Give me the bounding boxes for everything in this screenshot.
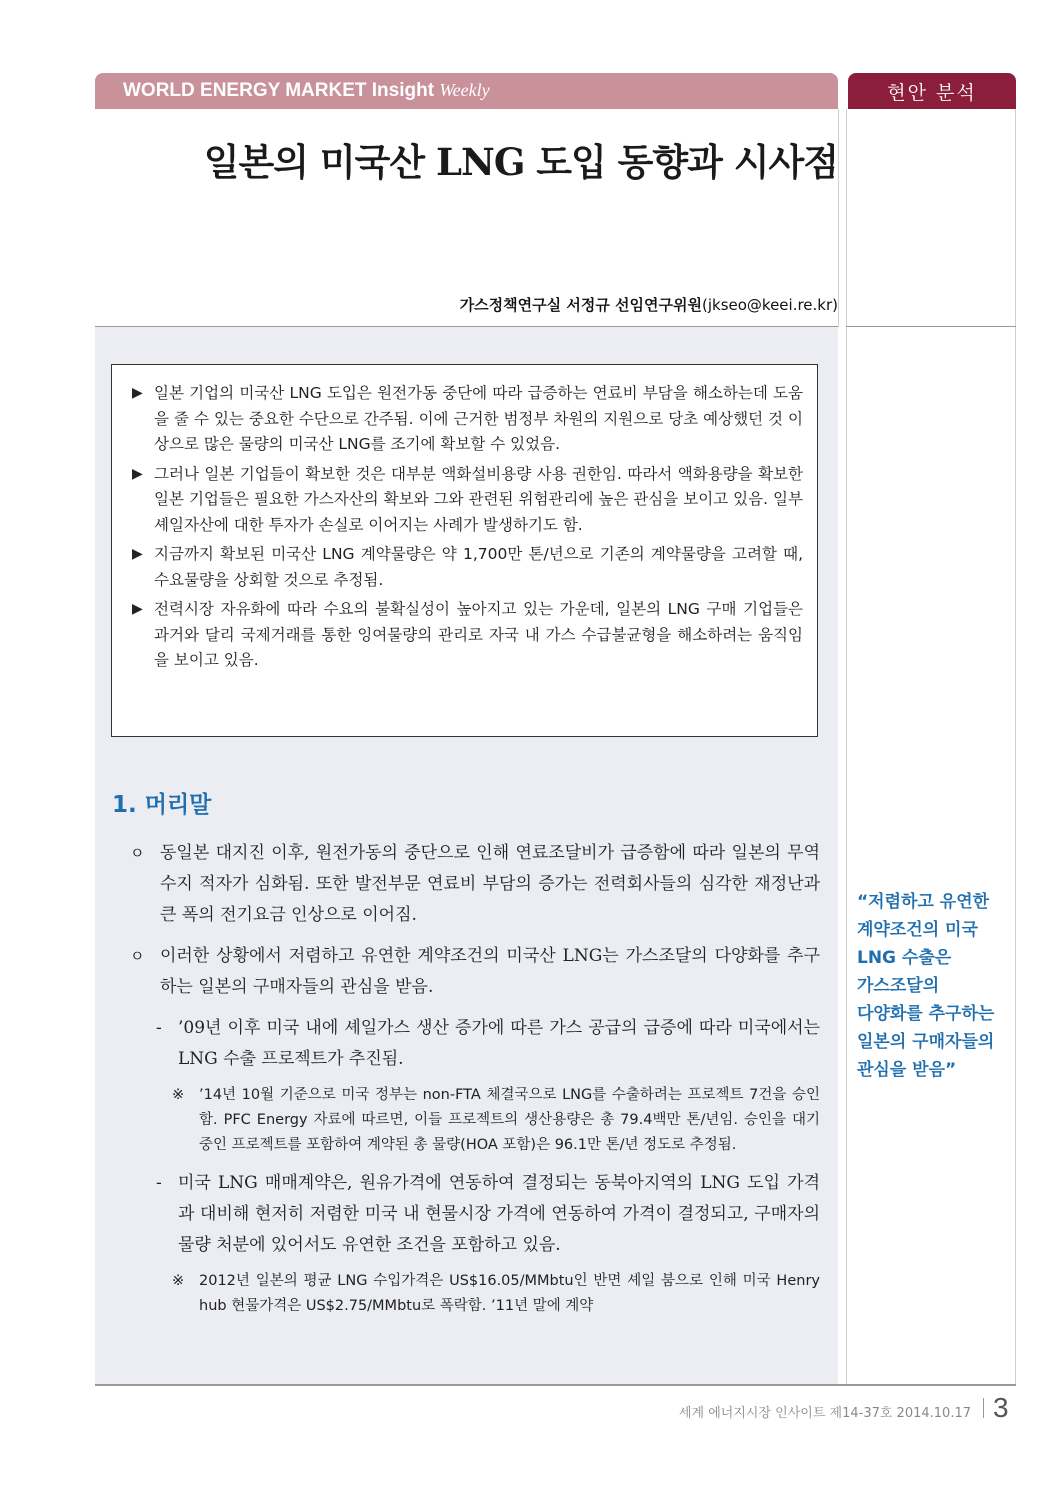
summary-item: ▶ 전력시장 자유화에 따라 수요의 불확실성이 높아지고 있는 가운데, 일본의 LNG 구매 기업들은 과거와 달리 국제거래를 통한 잉여물량의 관리로 자국 내 가스 수급불균형을 해소하려는 움직임을 보이고 있음. (132, 597, 803, 674)
triangle-icon: ▶ (132, 385, 143, 401)
author-name: 가스정책연구실 서정규 선임연구위원 (459, 296, 702, 314)
paragraph: ㅇ 이러한 상황에서 저렴하고 유연한 계약조건의 미국산 LNG는 가스조달의 다양화를 추구하는 일본의 구매자들의 관심을 받음. (130, 941, 820, 1003)
section-tab: 현안 분석 (848, 73, 1016, 109)
left-rule (838, 109, 839, 327)
reference-mark-icon: ※ (172, 1087, 185, 1103)
dash-bullet: - (156, 1173, 162, 1193)
note: ※ ’14년 10월 기준으로 미국 정부는 non-FTA 체결국으로 LNG를 수출하려는 프로젝트 7건을 승인함. PFC Energy 자료에 따르면, 이들 프로젝트의 생산용량은 총 79.4백만 톤/년임. 승인을 대기 중인 프로젝트를 포함하여 계약된 총 물량(HOA 포함)은 96.1만 톤/년 정도로 추정됨. (172, 1083, 820, 1158)
summary-box (111, 364, 818, 737)
paragraph: ㅇ 동일본 대지진 이후, 원전가동의 중단으로 인해 연료조달비가 급증함에 따라 일본의 무역수지 적자가 심화됨. 또한 발전부문 연료비 부담의 증가는 전력회사들의 심각한 재정난과 큰 폭의 전기요금 인상으로 이어짐. (130, 838, 820, 931)
dash-bullet: - (156, 1018, 162, 1038)
page-number: 3 (993, 1392, 1009, 1423)
circle-bullet-icon: ㅇ (130, 947, 145, 965)
footer-separator (983, 1398, 984, 1418)
summary-item: ▶ 그러나 일본 기업들이 확보한 것은 대부분 액화설비용량 사용 권한임. 따라서 액화용량을 확보한 일본 기업들은 필요한 가스자산의 확보와 그와 관련된 위험관리에 높은 관심을 보이고 있음. 일부 셰일자산에 대한 투자가 손실로 이어지는 사례가 발생하기도 함. (132, 462, 803, 539)
pull-quote: “저렴하고 유연한 계약조건의 미국 LNG 수출은 가스조달의 다양화를 추구하는 일본의 구매자들의 관심을 받음” (857, 892, 995, 1080)
sub-paragraph: - ’09년 이후 미국 내에 셰일가스 생산 증가에 따른 가스 공급의 급증에 따라 미국에서는 LNG 수출 프로젝트가 추진됨. (156, 1013, 820, 1075)
triangle-icon: ▶ (132, 546, 143, 562)
section-heading: 1. 머리말 (112, 792, 212, 818)
sub-paragraph: - 미국 LNG 매매계약은, 원유가격에 연동하여 결정되는 동북아지역의 LNG 도입 가격과 대비해 현저히 저렴한 미국 내 현물시장 가격에 연동하여 가격이 결정되고, 구매자의 물량 처분에 있어서도 유연한 조건을 포함하고 있음. (156, 1168, 820, 1261)
sidebar-divider (846, 326, 1016, 327)
summary-item: ▶ 지금까지 확보된 미국산 LNG 계약물량은 약 1,700만 톤/년으로 기존의 계약물량을 고려할 때, 수요물량을 상회할 것으로 추정됨. (132, 542, 803, 593)
sidebar-rule (846, 109, 847, 1384)
author-email: (jkseo@keei.re.kr) (701, 296, 838, 314)
summary-item: ▶ 일본 기업의 미국산 LNG 도입은 원전가동 중단에 따라 급증하는 연료비 부담을 해소하는데 도움을 줄 수 있는 중요한 수단으로 간주됨. 이에 근거한 범정부 차원의 지원으로 당초 예상했던 것 이상으로 많은 물량의 미국산 LNG를 조기에 확보할 수 있었음. (132, 381, 803, 458)
circle-bullet-icon: ㅇ (130, 844, 145, 862)
note: ※ 2012년 일본의 평균 LNG 수입가격은 US$16.05/MMbtu인 반면 셰일 붐으로 인해 미국 Henry hub 현물가격은 US$2.75/MMbtu로 폭락함. ’11년 말에 계약 (172, 1269, 820, 1319)
reference-mark-icon: ※ (172, 1273, 185, 1289)
section-body (130, 838, 820, 1329)
author-line (200, 294, 838, 315)
series-weekly: Weekly (439, 80, 490, 100)
header-bar (95, 73, 838, 109)
right-rule (1015, 109, 1016, 1384)
triangle-icon: ▶ (132, 465, 143, 482)
footer-text: 세계 에너지시장 인사이트 제14-37호 2014.10.17 (679, 1406, 971, 1421)
page-title: 일본의 미국산 LNG 도입 동향과 시사점 (203, 140, 838, 184)
footer-divider (95, 1384, 1016, 1386)
series-title: WORLD ENERGY MARKET Insight (123, 80, 435, 101)
triangle-icon: ▶ (132, 601, 143, 617)
